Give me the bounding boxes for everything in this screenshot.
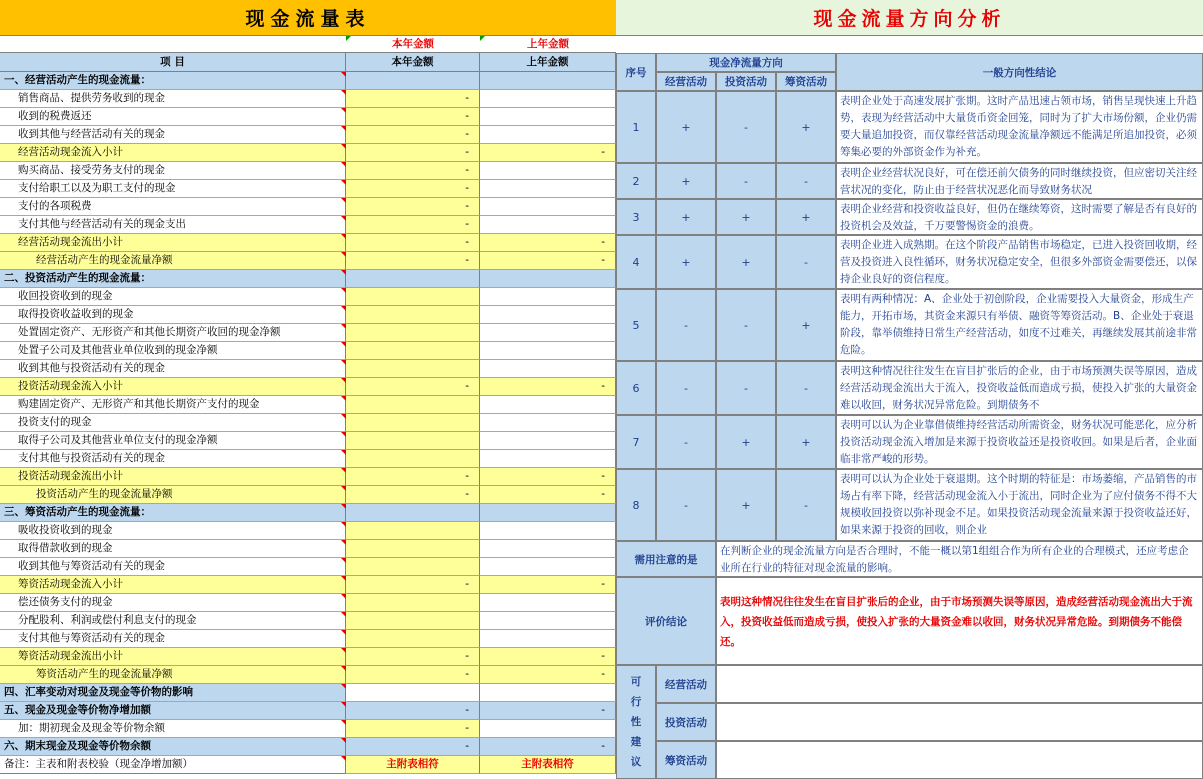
row-label: 经营活动现金流入小计 xyxy=(0,144,346,162)
table-row xyxy=(0,90,616,108)
table-row xyxy=(0,648,616,666)
prior-year-cell[interactable] xyxy=(480,612,616,630)
row-label: 处置子公司及其他营业单位收到的现金净额 xyxy=(0,342,346,360)
prior-year-cell[interactable] xyxy=(480,306,616,324)
table-row xyxy=(0,324,616,342)
comment-marker-icon xyxy=(341,144,346,149)
case-conclusion-text: 表明这种情况往往发生在盲目扩张后的企业，由于市场预测失误等原因，造成经营活动现金流出大于流入，投资收益低而造成亏损，使投入扩张的大量资金难以收回，财务状况异常危险。到期债务不 xyxy=(836,361,1203,415)
prior-year-cell[interactable]: - xyxy=(480,252,616,270)
current-year-cell[interactable] xyxy=(346,270,480,288)
header-prior: 上年金额 xyxy=(480,53,616,72)
comment-marker-icon xyxy=(341,576,346,581)
current-year-cell[interactable]: - xyxy=(346,738,480,756)
analysis-panel xyxy=(616,36,1203,779)
seq-header: 序号 xyxy=(616,53,656,91)
year-label-row xyxy=(0,36,616,53)
row-label: 收到的税费返还 xyxy=(0,108,346,126)
case-inv-sign: + xyxy=(716,469,776,541)
prior-year-cell[interactable] xyxy=(480,684,616,702)
comment-marker-icon xyxy=(341,648,346,653)
row-label: 备注：主表和附表校验（现金净增加额） xyxy=(0,756,346,774)
case-conclusion-text: 表明企业进入成熟期。在这个阶段产品销售市场稳定，已进入投资回收期，经营及投资进入良性循环，财务状况稳定安全，但很多外部资金需要偿还，以保持企业良好的资信程度。 xyxy=(836,235,1203,289)
comment-marker-icon xyxy=(341,90,346,95)
comment-marker-icon xyxy=(341,684,346,689)
table-row xyxy=(0,630,616,648)
case-op-sign: - xyxy=(656,415,716,469)
current-year-cell[interactable]: - xyxy=(346,720,480,738)
row-label: 处置固定资产、无形资产和其他长期资产收回的现金净额 xyxy=(0,324,346,342)
current-year-cell[interactable] xyxy=(346,432,480,450)
case-fin-sign: + xyxy=(776,289,836,361)
current-year-cell[interactable] xyxy=(346,396,480,414)
table-row xyxy=(0,162,616,180)
comment-marker-icon xyxy=(341,450,346,455)
case-conclusion-text: 表明可以认为企业处于衰退期。这个时期的特征是：市场萎缩，产品销售的市场占有率下降，经营活动现金流入小于流出，同时企业为了应付债务不得不大规模收回投资以弥补现金不足。如果投资活动现金流量来源于投资收益还好，如果来源于投资的回收，则企业 xyxy=(836,469,1203,541)
case-number: 2 xyxy=(616,163,656,199)
row-label: 经营活动现金流出小计 xyxy=(0,234,346,252)
row-label: 筹资活动产生的现金流量净额 xyxy=(0,666,346,684)
comment-marker-icon xyxy=(341,720,346,725)
prior-year-cell[interactable] xyxy=(480,720,616,738)
table-row xyxy=(0,360,616,378)
case-op-sign: + xyxy=(656,199,716,235)
case-number: 5 xyxy=(616,289,656,361)
conclusion-header: 一般方向性结论 xyxy=(836,53,1203,91)
attention-text: 在判断企业的现金流量方向是否合理时，不能一概以第1组组合作为所有企业的合理模式，还应考虑企业所在行业的特征对现金流量的影响。 xyxy=(716,541,1203,577)
prior-year-cell[interactable] xyxy=(480,198,616,216)
feasible-inv-label: 投资活动 xyxy=(656,703,716,741)
prior-year-cell[interactable] xyxy=(480,180,616,198)
current-year-cell[interactable]: 主附表相符 xyxy=(346,756,480,774)
prior-year-cell[interactable] xyxy=(480,270,616,288)
current-year-cell[interactable]: - xyxy=(346,90,480,108)
table-row xyxy=(0,414,616,432)
prior-year-cell[interactable] xyxy=(480,90,616,108)
evaluation-text: 表明这种情况往往发生在盲目扩张后的企业，由于市场预测失误等原因，造成经营活动现金流出大于流入，投资收益低而造成亏损，使投入扩张的大量资金难以收回，财务状况异常危险。到期债务不能偿还。 xyxy=(716,577,1203,665)
comment-marker-icon xyxy=(341,666,346,671)
row-label: 收到其他与投资活动有关的现金 xyxy=(0,360,346,378)
table-row xyxy=(0,486,616,504)
feasible-label: 可行性建议 xyxy=(616,665,656,779)
prior-year-cell[interactable]: 主附表相符 xyxy=(480,756,616,774)
table-row xyxy=(0,126,616,144)
current-year-cell[interactable] xyxy=(346,324,480,342)
comment-marker-icon xyxy=(341,594,346,599)
row-label: 筹资活动现金流入小计 xyxy=(0,576,346,594)
case-op-sign: + xyxy=(656,163,716,199)
feasible-fin-label: 筹资活动 xyxy=(656,741,716,779)
case-inv-sign: - xyxy=(716,361,776,415)
feasible-inv-value[interactable] xyxy=(716,703,1203,741)
current-year-cell[interactable]: - xyxy=(346,252,480,270)
cash-flow-table-title: 现金流量表 xyxy=(0,0,616,36)
table-row xyxy=(0,180,616,198)
feasible-fin-value[interactable] xyxy=(716,741,1203,779)
case-number: 6 xyxy=(616,361,656,415)
case-fin-sign: - xyxy=(776,469,836,541)
current-year-cell[interactable] xyxy=(346,630,480,648)
case-fin-sign: - xyxy=(776,163,836,199)
table-row xyxy=(0,378,616,396)
case-op-sign: - xyxy=(656,361,716,415)
row-label: 销售商品、提供劳务收到的现金 xyxy=(0,90,346,108)
prior-year-cell[interactable] xyxy=(480,450,616,468)
row-label: 二、投资活动产生的现金流量： xyxy=(0,270,346,288)
attention-label: 需用注意的是 xyxy=(616,541,716,577)
table-row xyxy=(0,270,616,288)
comment-marker-icon xyxy=(341,324,346,329)
cash-flow-rows xyxy=(0,72,616,779)
current-year-cell[interactable] xyxy=(346,522,480,540)
table-row xyxy=(0,684,616,702)
table-row xyxy=(0,108,616,126)
row-label: 取得子公司及其他营业单位支付的现金净额 xyxy=(0,432,346,450)
current-year-cell[interactable]: - xyxy=(346,468,480,486)
prior-year-cell[interactable]: - xyxy=(480,468,616,486)
table-row xyxy=(0,252,616,270)
current-year-cell[interactable] xyxy=(346,612,480,630)
table-row xyxy=(0,738,616,756)
prior-year-cell[interactable] xyxy=(480,108,616,126)
comment-marker-icon xyxy=(341,738,346,743)
case-number: 4 xyxy=(616,235,656,289)
table-row xyxy=(0,72,616,90)
prior-year-cell[interactable] xyxy=(480,414,616,432)
current-year-cell[interactable]: - xyxy=(346,666,480,684)
current-year-cell[interactable] xyxy=(346,504,480,522)
row-label: 一、经营活动产生的现金流量： xyxy=(0,72,346,90)
case-inv-sign: - xyxy=(716,91,776,163)
row-label: 投资支付的现金 xyxy=(0,414,346,432)
prior-year-cell[interactable]: - xyxy=(480,144,616,162)
table-row xyxy=(0,522,616,540)
row-label: 吸收投资收到的现金 xyxy=(0,522,346,540)
case-fin-sign: - xyxy=(776,361,836,415)
prior-year-cell[interactable]: - xyxy=(480,486,616,504)
case-conclusion-text: 表明可以认为企业靠借债维持经营活动所需资金，财务状况可能恶化，应分析投资活动现金流入增加是来源于投资收益还是投资收回。如果是后者，企业面临非常严峻的形势。 xyxy=(836,415,1203,469)
current-year-cell[interactable]: - xyxy=(346,648,480,666)
comment-marker-icon xyxy=(341,540,346,545)
comment-marker-icon xyxy=(341,522,346,527)
case-fin-sign: - xyxy=(776,235,836,289)
current-year-cell[interactable] xyxy=(346,558,480,576)
comment-marker-icon xyxy=(341,108,346,113)
prior-year-cell[interactable] xyxy=(480,558,616,576)
row-label: 取得投资收益收到的现金 xyxy=(0,306,346,324)
prior-year-cell[interactable] xyxy=(480,522,616,540)
case-op-sign: + xyxy=(656,91,716,163)
table-header xyxy=(0,53,616,72)
comment-marker-icon xyxy=(341,72,346,77)
table-row xyxy=(0,396,616,414)
current-year-cell[interactable]: - xyxy=(346,702,480,720)
prior-year-cell[interactable]: - xyxy=(480,702,616,720)
case-op-sign: - xyxy=(656,469,716,541)
case-op-sign: + xyxy=(656,235,716,289)
table-row xyxy=(0,540,616,558)
current-year-cell[interactable] xyxy=(346,450,480,468)
table-row xyxy=(0,342,616,360)
row-label: 投资活动现金流入小计 xyxy=(0,378,346,396)
prior-year-cell[interactable]: - xyxy=(480,234,616,252)
comment-marker-icon xyxy=(341,486,346,491)
prior-year-label: 上年金额 xyxy=(527,38,569,50)
comment-marker-icon xyxy=(341,558,346,563)
row-label: 分配股利、利润或偿付利息支付的现金 xyxy=(0,612,346,630)
current-year-cell[interactable]: - xyxy=(346,198,480,216)
case-conclusion-text: 表明企业经营状况良好，可在偿还前欠债务的同时继续投资，但应密切关注经营状况的变化，防止由于经营状况恶化而导致财务状况 xyxy=(836,163,1203,199)
row-label: 投资活动现金流出小计 xyxy=(0,468,346,486)
case-inv-sign: - xyxy=(716,289,776,361)
prior-year-cell[interactable] xyxy=(480,342,616,360)
prior-year-cell[interactable] xyxy=(480,432,616,450)
prior-year-cell[interactable]: - xyxy=(480,738,616,756)
current-year-label: 本年金额 xyxy=(392,38,434,50)
table-row xyxy=(0,612,616,630)
table-row xyxy=(0,288,616,306)
row-label: 收到其他与筹资活动有关的现金 xyxy=(0,558,346,576)
table-row xyxy=(0,216,616,234)
header-item: 项 目 xyxy=(0,53,346,72)
table-row xyxy=(0,756,616,774)
comment-marker-icon xyxy=(341,756,346,761)
comment-marker-icon xyxy=(341,270,346,275)
header-current: 本年金额 xyxy=(346,53,480,72)
case-inv-sign: + xyxy=(716,199,776,235)
prior-year-cell[interactable] xyxy=(480,162,616,180)
current-year-cell[interactable]: - xyxy=(346,216,480,234)
comment-marker-icon xyxy=(341,216,346,221)
current-year-cell[interactable]: - xyxy=(346,234,480,252)
comment-marker-icon xyxy=(341,288,346,293)
comment-marker-icon xyxy=(341,252,346,257)
current-year-cell[interactable]: - xyxy=(346,180,480,198)
prior-year-cell[interactable]: - xyxy=(480,666,616,684)
row-label: 购建固定资产、无形资产和其他长期资产支付的现金 xyxy=(0,396,346,414)
table-row xyxy=(0,576,616,594)
prior-year-cell[interactable] xyxy=(480,288,616,306)
table-row xyxy=(0,666,616,684)
case-fin-sign: + xyxy=(776,199,836,235)
case-fin-sign: + xyxy=(776,415,836,469)
table-row xyxy=(0,306,616,324)
table-row xyxy=(0,468,616,486)
prior-year-cell[interactable] xyxy=(480,540,616,558)
case-inv-sign: - xyxy=(716,163,776,199)
comment-marker-icon xyxy=(341,432,346,437)
comment-marker-icon xyxy=(341,198,346,203)
current-year-cell[interactable]: - xyxy=(346,486,480,504)
row-label: 取得借款收到的现金 xyxy=(0,540,346,558)
feasible-op-label: 经营活动 xyxy=(656,665,716,703)
table-row xyxy=(0,144,616,162)
current-year-cell[interactable]: - xyxy=(346,378,480,396)
case-fin-sign: + xyxy=(776,91,836,163)
prior-year-cell[interactable] xyxy=(480,594,616,612)
prior-year-cell[interactable]: - xyxy=(480,576,616,594)
row-label: 六、期末现金及现金等价物余额 xyxy=(0,738,346,756)
current-year-cell[interactable]: - xyxy=(346,162,480,180)
current-year-cell[interactable]: - xyxy=(346,108,480,126)
row-label: 投资活动产生的现金流量净额 xyxy=(0,486,346,504)
table-row xyxy=(0,702,616,720)
comment-marker-icon xyxy=(341,234,346,239)
inv-header: 投资活动 xyxy=(716,72,776,91)
table-row xyxy=(0,720,616,738)
case-number: 3 xyxy=(616,199,656,235)
current-year-cell[interactable] xyxy=(346,684,480,702)
row-label: 支付给职工以及为职工支付的现金 xyxy=(0,180,346,198)
row-label: 支付其他与筹资活动有关的现金 xyxy=(0,630,346,648)
row-label: 四、汇率变动对现金及现金等价物的影响 xyxy=(0,684,346,702)
comment-marker-icon xyxy=(341,504,346,509)
table-row xyxy=(0,594,616,612)
comment-marker-icon xyxy=(341,162,346,167)
row-label: 支付其他与经营活动有关的现金支出 xyxy=(0,216,346,234)
row-label: 支付的各项税费 xyxy=(0,198,346,216)
row-label: 购买商品、接受劳务支付的现金 xyxy=(0,162,346,180)
comment-marker-icon xyxy=(341,378,346,383)
comment-marker-icon xyxy=(341,306,346,311)
row-label: 三、筹资活动产生的现金流量： xyxy=(0,504,346,522)
case-conclusion-text: 表明企业经营和投资收益良好，但仍在继续筹资，这时需要了解是否有良好的投资机会及效益，千万要警惕资金的浪费。 xyxy=(836,199,1203,235)
comment-marker-icon xyxy=(341,468,346,473)
op-header: 经营活动 xyxy=(656,72,716,91)
comment-marker-icon xyxy=(341,342,346,347)
row-label: 经营活动产生的现金流量净额 xyxy=(0,252,346,270)
row-label: 筹资活动现金流出小计 xyxy=(0,648,346,666)
prior-year-cell[interactable] xyxy=(480,126,616,144)
comment-marker-icon xyxy=(341,702,346,707)
current-year-cell[interactable] xyxy=(346,306,480,324)
current-year-cell[interactable] xyxy=(346,360,480,378)
row-label: 收到其他与经营活动有关的现金 xyxy=(0,126,346,144)
row-label: 收回投资收到的现金 xyxy=(0,288,346,306)
table-row xyxy=(0,198,616,216)
current-year-cell[interactable] xyxy=(346,342,480,360)
comment-marker-icon xyxy=(341,180,346,185)
case-number: 8 xyxy=(616,469,656,541)
prior-year-cell[interactable] xyxy=(480,504,616,522)
prior-year-cell[interactable] xyxy=(480,216,616,234)
table-row xyxy=(0,234,616,252)
comment-marker-icon xyxy=(341,360,346,365)
case-op-sign: - xyxy=(656,289,716,361)
comment-marker-icon xyxy=(341,630,346,635)
row-label: 五、现金及现金等价物净增加额 xyxy=(0,702,346,720)
table-row xyxy=(0,450,616,468)
row-label: 偿还债务支付的现金 xyxy=(0,594,346,612)
comment-marker-icon xyxy=(341,396,346,401)
case-inv-sign: + xyxy=(716,415,776,469)
current-year-cell[interactable]: - xyxy=(346,126,480,144)
prior-year-cell[interactable] xyxy=(480,360,616,378)
prior-year-cell[interactable] xyxy=(480,630,616,648)
prior-year-cell[interactable]: - xyxy=(480,378,616,396)
table-row xyxy=(0,504,616,522)
current-year-cell[interactable] xyxy=(346,414,480,432)
table-row xyxy=(0,558,616,576)
prior-year-cell[interactable]: - xyxy=(480,648,616,666)
prior-year-cell[interactable] xyxy=(480,72,616,90)
current-year-cell[interactable]: - xyxy=(346,576,480,594)
case-number: 1 xyxy=(616,91,656,163)
current-year-cell[interactable] xyxy=(346,540,480,558)
feasible-op-value[interactable] xyxy=(716,665,1203,703)
table-row xyxy=(0,432,616,450)
direction-header: 现金净流量方向 xyxy=(656,53,836,72)
current-year-cell[interactable] xyxy=(346,288,480,306)
fin-header: 筹资活动 xyxy=(776,72,836,91)
current-year-cell[interactable]: - xyxy=(346,144,480,162)
current-year-cell[interactable] xyxy=(346,72,480,90)
prior-year-cell[interactable] xyxy=(480,396,616,414)
comment-marker-icon xyxy=(341,612,346,617)
cash-flow-analysis-title: 现金流量方向分析 xyxy=(616,0,1203,36)
comment-marker-icon xyxy=(341,126,346,131)
case-conclusion-text: 表明企业处于高速发展扩张期。这时产品迅速占领市场，销售呈现快速上升趋势，表现为经营活动中大量货币资金回笼，同时为了扩大市场份额，企业仍需要大量追加投资，而仅靠经营活动现金流量净额远不能满足所追加投资，必须筹集必要的外部资金作为补充。 xyxy=(836,91,1203,163)
prior-year-cell[interactable] xyxy=(480,324,616,342)
row-label: 加：期初现金及现金等价物余额 xyxy=(0,720,346,738)
comment-marker-icon xyxy=(341,414,346,419)
case-inv-sign: + xyxy=(716,235,776,289)
case-number: 7 xyxy=(616,415,656,469)
case-conclusion-text: 表明有两种情况：A、企业处于初创阶段，企业需要投入大量资金，形成生产能力，开拓市场，其资金来源只有举债、融资等筹资活动。B、企业处于衰退阶段，靠举债维持日常生产经营活动，如度不过难关，再继续发展其前途非常危险。 xyxy=(836,289,1203,361)
row-label: 支付其他与投资活动有关的现金 xyxy=(0,450,346,468)
evaluation-label: 评价结论 xyxy=(616,577,716,665)
current-year-cell[interactable] xyxy=(346,594,480,612)
